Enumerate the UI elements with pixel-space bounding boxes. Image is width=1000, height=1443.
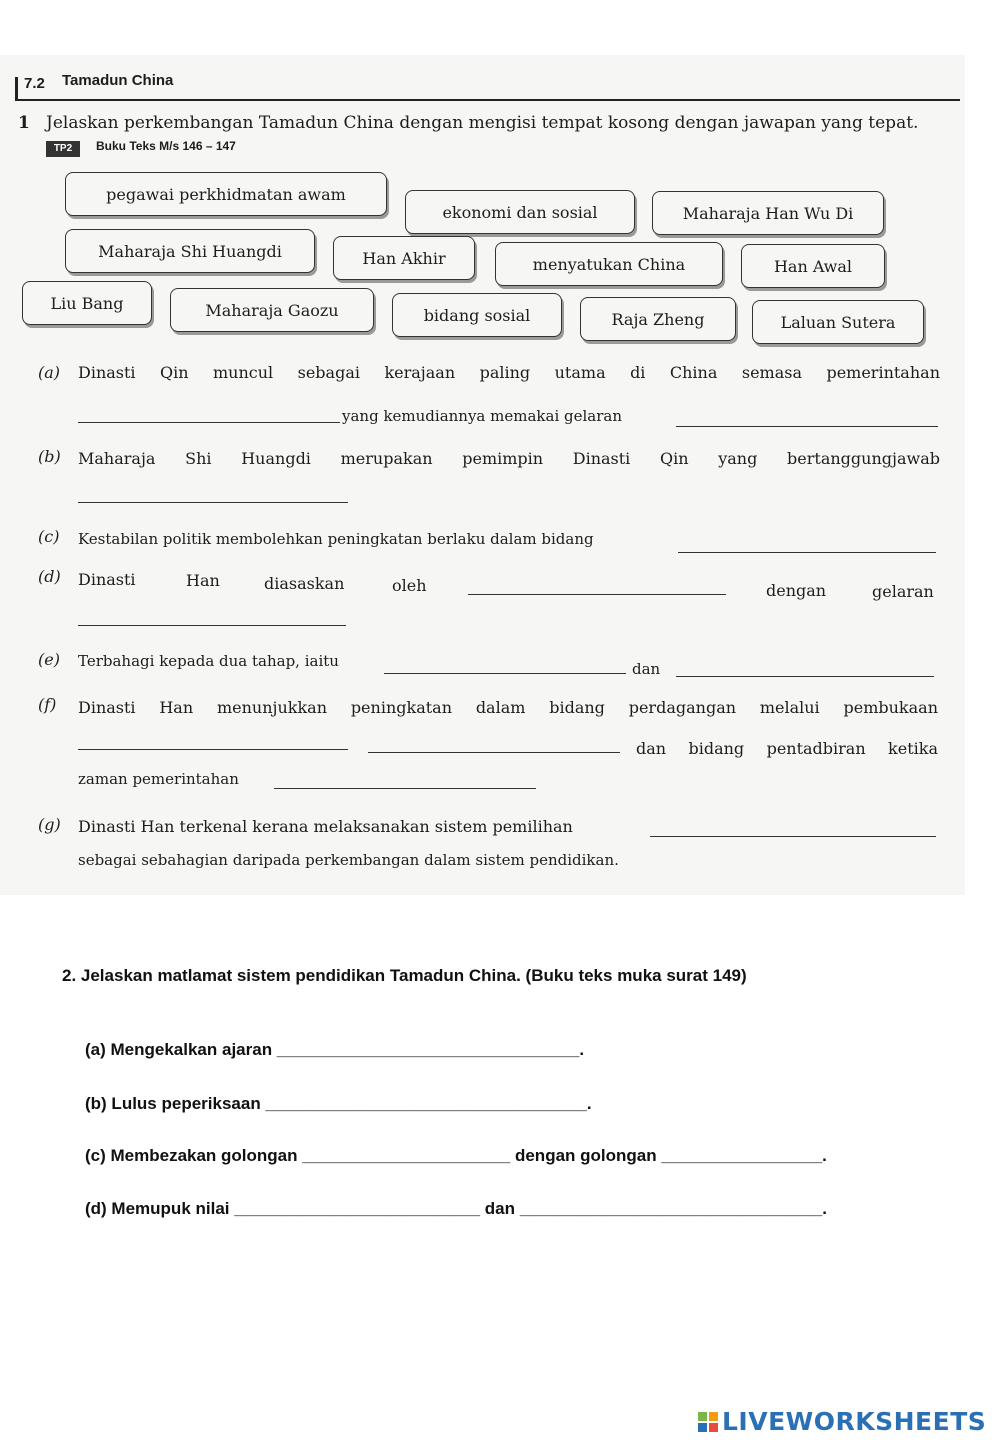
word-chip[interactable]: Han Akhir — [333, 236, 475, 280]
blank-f3[interactable] — [274, 788, 536, 789]
word-chip[interactable]: bidang sosial — [392, 293, 562, 337]
section-title: Tamadun China — [62, 72, 174, 89]
section-number: 7.2 — [24, 75, 45, 92]
item-d-word: dengan — [766, 581, 827, 600]
question-1-number: 1 — [18, 113, 30, 133]
item-b-label: (b) — [38, 447, 61, 466]
word-chip[interactable]: Han Awal — [741, 244, 885, 288]
blank-b[interactable] — [78, 502, 348, 503]
item-d-label: (d) — [38, 567, 61, 586]
item-b-line1: Maharaja Shi Huangdi merupakan pemimpin Dinasti Qin yang bertanggungjawab — [78, 449, 940, 468]
item-e-label: (e) — [38, 650, 60, 669]
textbook-reference: Buku Teks M/s 146 – 147 — [96, 139, 236, 153]
liveworksheets-logo — [698, 1407, 986, 1436]
item-g-line1: Dinasti Han terkenal kerana melaksanakan sistem pemilihan — [78, 817, 573, 836]
word-chip[interactable]: Maharaja Han Wu Di — [652, 191, 884, 235]
question-1-instruction: Jelaskan perkembangan Tamadun China dengan mengisi tempat kosong dengan jawapan yang tepat. — [46, 113, 919, 133]
section-marker — [15, 77, 18, 101]
item-e-dan: dan — [632, 660, 661, 678]
blank-e2[interactable] — [676, 676, 934, 677]
word-chip[interactable]: Maharaja Gaozu — [170, 288, 374, 332]
item-f-line1: Dinasti Han menunjukkan peningkatan dalam bidang perdagangan melalui pembukaan — [78, 698, 938, 717]
q2-item-c[interactable]: (c) Membezakan golongan ______________________ dengan golongan _________________. — [85, 1146, 827, 1165]
word-chip[interactable]: ekonomi dan sosial — [405, 190, 635, 234]
blank-a2[interactable] — [676, 426, 938, 427]
item-d-word: diasaskan — [264, 574, 345, 593]
item-d-word: Dinasti — [78, 570, 136, 589]
word-chip[interactable]: Laluan Sutera — [752, 300, 924, 344]
item-f-label: (f) — [38, 695, 57, 714]
q2-item-b[interactable]: (b) Lulus peperiksaan __________________________________. — [85, 1094, 592, 1113]
q2-item-a[interactable]: (a) Mengekalkan ajaran ________________________________. — [85, 1040, 585, 1059]
item-a-label: (a) — [38, 363, 61, 382]
question-2-heading: 2. Jelaskan matlamat sistem pendidikan Tamadun China. (Buku teks muka surat 149) — [62, 966, 747, 985]
word-chip[interactable]: menyatukan China — [495, 242, 723, 286]
section-divider — [15, 99, 960, 101]
blank-d1[interactable] — [468, 594, 726, 595]
item-g-line2: sebagai sebahagian daripada perkembangan dalam sistem pendidikan. — [78, 851, 619, 869]
word-chip[interactable]: pegawai perkhidmatan awam — [65, 172, 387, 216]
item-c-label: (c) — [38, 527, 60, 546]
brand-name: LIVEWORKSHEETS — [722, 1407, 987, 1436]
blank-e1[interactable] — [384, 673, 626, 674]
blank-f1[interactable] — [78, 749, 348, 750]
item-f-line2: dan bidang pentadbiran ketika — [636, 739, 938, 758]
item-c-line1: Kestabilan politik membolehkan peningkatan berlaku dalam bidang — [78, 530, 594, 548]
logo-grid-icon — [698, 1412, 718, 1432]
item-d-word: gelaran — [872, 582, 934, 601]
item-e-line1: Terbahagi kepada dua tahap, iaitu — [78, 652, 339, 670]
q2-item-d[interactable]: (d) Memupuk nilai __________________________ dan ________________________________. — [85, 1199, 827, 1218]
word-chip[interactable]: Raja Zheng — [580, 297, 736, 341]
item-a-line2: yang kemudiannya memakai gelaran — [342, 407, 623, 425]
item-d-word: Han — [186, 571, 220, 590]
textbook-icon: TP2 — [46, 141, 80, 157]
blank-g[interactable] — [650, 836, 936, 837]
blank-f2[interactable] — [368, 752, 620, 753]
item-f-line3: zaman pemerintahan — [78, 770, 239, 788]
word-chip[interactable]: Liu Bang — [22, 281, 152, 325]
scanned-worksheet — [0, 55, 965, 895]
word-chip[interactable]: Maharaja Shi Huangdi — [65, 229, 315, 273]
item-d-word: oleh — [392, 576, 427, 595]
item-a-line1: Dinasti Qin muncul sebagai kerajaan paling utama di China semasa pemerintahan — [78, 363, 940, 382]
blank-a1[interactable] — [78, 422, 340, 423]
item-g-label: (g) — [38, 815, 61, 834]
blank-d2[interactable] — [78, 625, 346, 626]
blank-c[interactable] — [678, 552, 936, 553]
